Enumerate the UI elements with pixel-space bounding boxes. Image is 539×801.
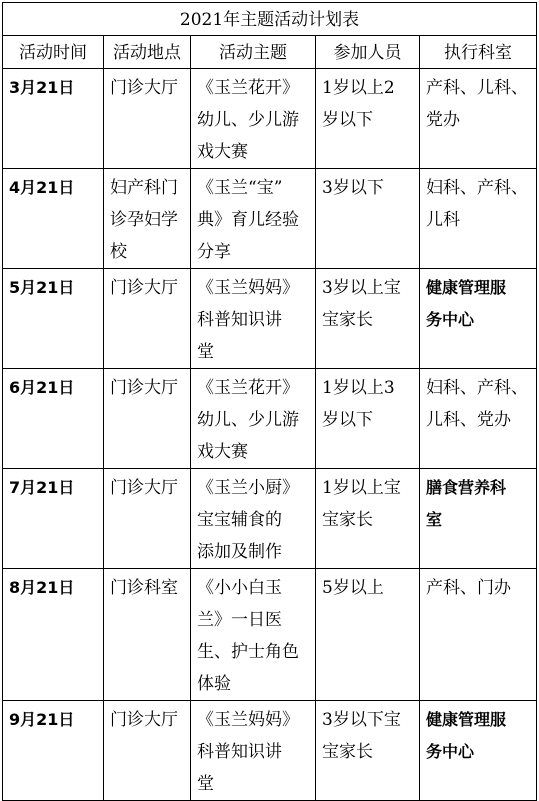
title-row	[3, 3, 537, 36]
table-row	[3, 569, 537, 701]
cell-theme: 《玉兰花开》 幼儿、少儿游 戏大赛	[191, 69, 316, 169]
cell-time: 7月21日	[3, 469, 104, 569]
table-row	[3, 701, 537, 801]
cell-time: 4月21日	[3, 169, 104, 269]
cell-department: 产科、门办	[420, 569, 537, 701]
cell-time: 5月21日	[3, 269, 104, 369]
cell-department: 膳食营养科 室	[420, 469, 537, 569]
cell-place: 门诊大厅	[104, 469, 191, 569]
cell-theme: 《玉兰妈妈》 科普知识讲 堂	[191, 269, 316, 369]
cell-participants: 1岁以上2 岁以下	[316, 69, 420, 169]
cell-participants: 1岁以上宝 宝家长	[316, 469, 420, 569]
table-row	[3, 469, 537, 569]
cell-theme: 《玉兰花开》 幼儿、少儿游 戏大赛	[191, 369, 316, 469]
cell-place: 门诊大厅	[104, 269, 191, 369]
table-row	[3, 169, 537, 269]
table-title: 2021年主题活动计划表	[3, 3, 537, 36]
cell-place: 妇产科门 诊孕妇学 校	[104, 169, 191, 269]
header-theme: 活动主题	[191, 36, 316, 69]
cell-theme: 《玉兰妈妈》 科普知识讲 堂	[191, 701, 316, 801]
cell-participants: 3岁以上宝 宝家长	[316, 269, 420, 369]
cell-participants: 3岁以下	[316, 169, 420, 269]
cell-participants: 5岁以上	[316, 569, 420, 701]
table-row	[3, 69, 537, 169]
cell-participants: 1岁以上3 岁以下	[316, 369, 420, 469]
cell-participants: 3岁以下宝 宝家长	[316, 701, 420, 801]
cell-time: 6月21日	[3, 369, 104, 469]
cell-time: 9月21日	[3, 701, 104, 801]
cell-theme: 《玉兰小厨》 宝宝辅食的 添加及制作	[191, 469, 316, 569]
cell-theme: 《玉兰“宝” 典》育儿经验 分享	[191, 169, 316, 269]
cell-time: 3月21日	[3, 69, 104, 169]
cell-place: 门诊科室	[104, 569, 191, 701]
cell-department: 妇科、产科、 儿科、党办	[420, 369, 537, 469]
cell-place: 门诊大厅	[104, 69, 191, 169]
cell-department: 健康管理服 务中心	[420, 701, 537, 801]
cell-department: 妇科、产科、 儿科	[420, 169, 537, 269]
cell-department: 产科、儿科、 党办	[420, 69, 537, 169]
activity-plan-sheet	[2, 2, 536, 801]
cell-time: 8月21日	[3, 569, 104, 701]
header-row	[3, 36, 537, 69]
activity-plan-table	[2, 2, 537, 801]
cell-theme: 《小小白玉 兰》一日医 生、护士角色 体验	[191, 569, 316, 701]
cell-place: 门诊大厅	[104, 701, 191, 801]
header-time: 活动时间	[3, 36, 104, 69]
header-participants: 参加人员	[316, 36, 420, 69]
cell-department: 健康管理服 务中心	[420, 269, 537, 369]
cell-place: 门诊大厅	[104, 369, 191, 469]
table-row	[3, 369, 537, 469]
table-row	[3, 269, 537, 369]
header-department: 执行科室	[420, 36, 537, 69]
header-place: 活动地点	[104, 36, 191, 69]
